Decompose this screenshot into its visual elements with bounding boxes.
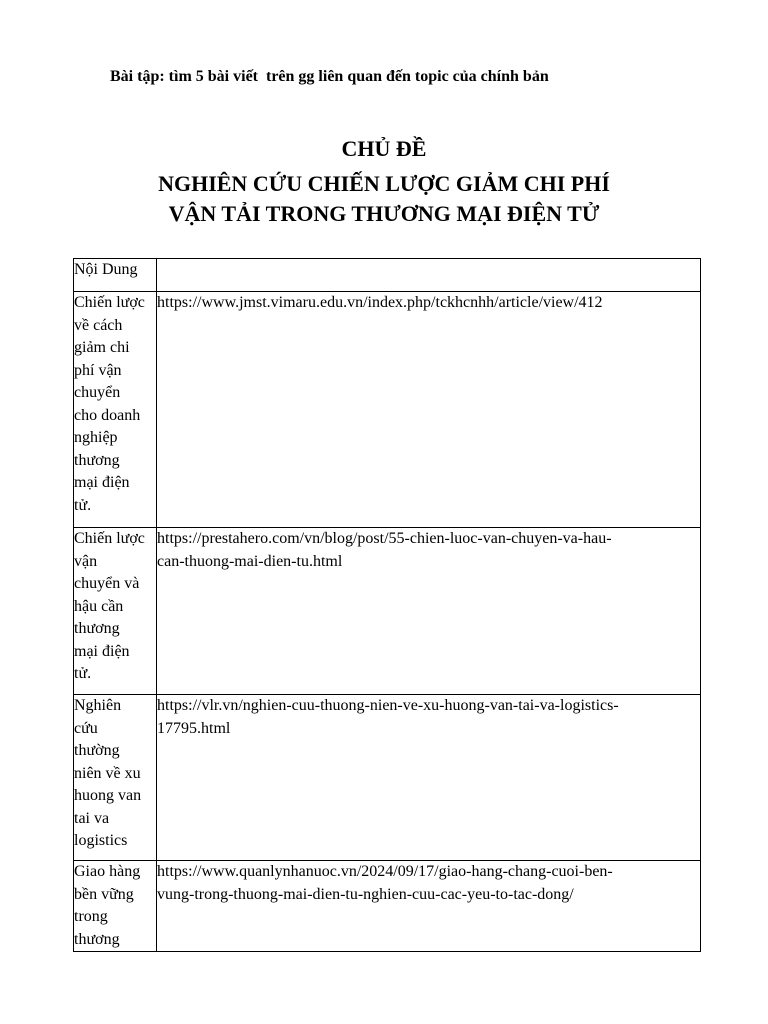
table-row (74, 292, 701, 528)
article-link[interactable]: https://www.jmst.vimaru.edu.vn/index.php/tckhcnhh/article/view/412 (157, 294, 603, 311)
header-label-cell (74, 259, 157, 292)
row-label: Nghiên cứu thường niên về xu huong van tai va logistics (74, 697, 142, 849)
row-link-cell (157, 695, 701, 861)
table-row (74, 695, 701, 861)
row-label: Chiến lược về cách giảm chi phí vận chuyển cho doanh nghiệp thương mại điện tử. (74, 294, 145, 514)
row-link-cell (157, 861, 701, 952)
header-label: Nội Dung (74, 261, 138, 278)
assignment-instruction: Bài tập: tìm 5 bài viết trên gg liên quan đến topic của chính bản (110, 68, 549, 85)
row-link-cell (157, 292, 701, 528)
row-label-cell (74, 695, 157, 861)
subject-heading: CHỦ ĐỀ (341, 136, 427, 161)
row-label-cell (74, 861, 157, 952)
row-label: Chiến lược vận chuyển và hậu cần thương mại điện tử. (74, 530, 145, 682)
research-links-table (73, 258, 701, 952)
table-header-row (74, 259, 701, 292)
topic-title-line-2: VẬN TẢI TRONG THƯƠNG MẠI ĐIỆN TỬ (168, 201, 600, 226)
table-row (74, 528, 701, 695)
row-label-cell (74, 292, 157, 528)
article-link[interactable]: https://prestahero.com/vn/blog/post/55-chien-luoc-van-chuyen-va-hau- can-thuong-mai-dien-tu.html (157, 530, 612, 570)
topic-title-line-1: NGHIÊN CỨU CHIẾN LƯỢC GIẢM CHI PHÍ (158, 171, 610, 196)
row-label-cell (74, 528, 157, 695)
article-link[interactable]: https://vlr.vn/nghien-cuu-thuong-nien-ve-xu-huong-van-tai-va-logistics- 17795.html (157, 697, 619, 737)
header-value-cell (157, 259, 701, 292)
table-row (74, 861, 701, 952)
article-link[interactable]: https://www.quanlynhanuoc.vn/2024/09/17/giao-hang-chang-cuoi-ben- vung-trong-thuong-mai-dien-tu-nghien-cuu-cac-yeu-to-tac-dong/ (157, 863, 613, 903)
row-label: Giao hàng bền vững trong thương (74, 863, 141, 948)
row-link-cell (157, 528, 701, 695)
